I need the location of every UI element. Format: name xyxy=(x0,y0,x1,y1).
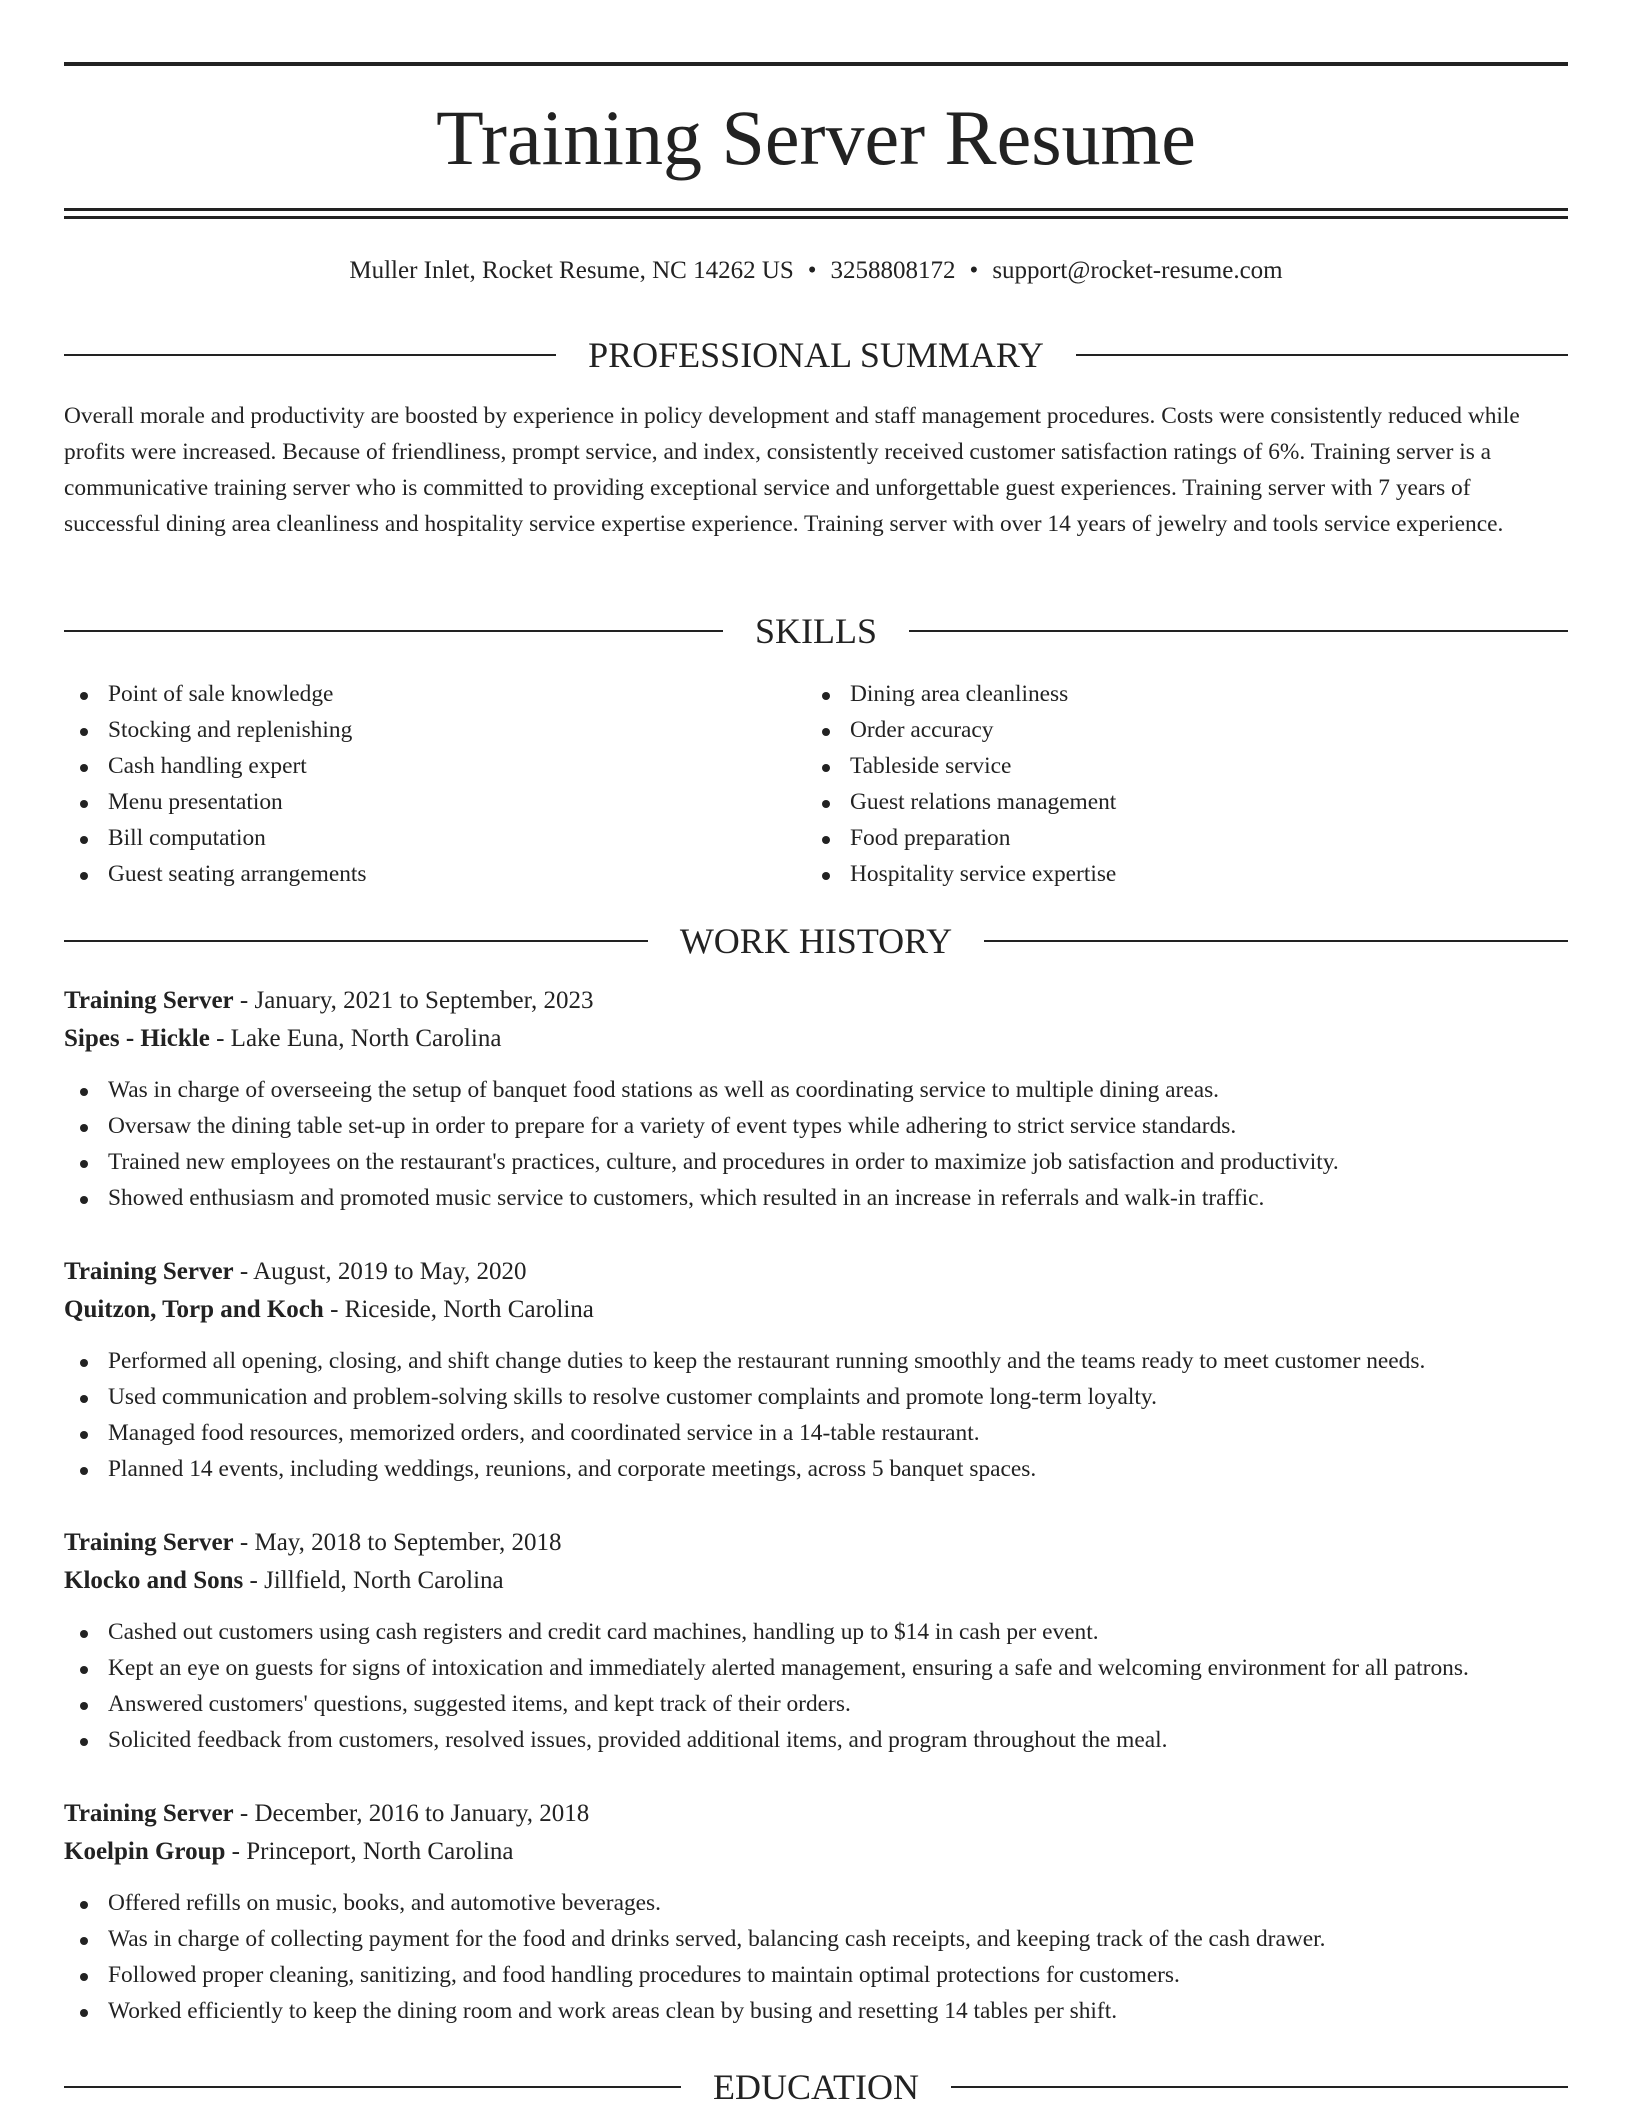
skill-item: Cash handling expert xyxy=(64,748,764,784)
job-company: Quitzon, Torp and Koch xyxy=(64,1296,324,1323)
duty-item: Was in charge of overseeing the setup of banquet food stations as well as coordinating service to multiple dining areas. xyxy=(64,1072,1568,1108)
job-title-line xyxy=(64,982,1568,1020)
skill-item: Food preparation xyxy=(806,820,1506,856)
section-title: SKILLS xyxy=(755,611,878,651)
job-dates: - August, 2019 to May, 2020 xyxy=(233,1258,527,1285)
job-company-line xyxy=(64,1562,1568,1600)
job-location: - Jillfield, North Carolina xyxy=(243,1567,504,1594)
job-title: Training Server xyxy=(64,1529,234,1556)
section-title: WORK HISTORY xyxy=(679,921,953,961)
job-dates: - December, 2016 to January, 2018 xyxy=(233,1800,590,1827)
heading-rule-left xyxy=(64,354,556,356)
heading-rule-left xyxy=(64,630,723,632)
header-top-rule xyxy=(64,62,1568,66)
job-duties-list xyxy=(64,1885,1568,2029)
job-company: Sipes - Hickle xyxy=(64,1025,210,1052)
job-title: Training Server xyxy=(64,1800,234,1827)
duty-item: Followed proper cleaning, sanitizing, and food handling procedures to maintain optimal protections for customers. xyxy=(64,1957,1568,1993)
duty-item: Used communication and problem-solving skills to resolve customer complaints and promote long-term loyalty. xyxy=(64,1379,1568,1415)
job-company-line xyxy=(64,1291,1568,1329)
heading-rule-left xyxy=(64,2086,681,2088)
skills-list-left xyxy=(64,676,764,892)
job-location: - Riceside, North Carolina xyxy=(323,1296,594,1323)
skill-item: Bill computation xyxy=(64,820,764,856)
skill-item: Tableside service xyxy=(806,748,1506,784)
section-heading-summary xyxy=(64,332,1568,378)
job-location: - Princeport, North Carolina xyxy=(225,1838,514,1865)
duty-item: Solicited feedback from customers, resolved issues, provided additional items, and program throughout the meal. xyxy=(64,1722,1568,1758)
job-location: - Lake Euna, North Carolina xyxy=(209,1025,502,1052)
job-company-line xyxy=(64,1833,1568,1871)
contact-separator: • xyxy=(969,257,979,284)
job-title: Training Server xyxy=(64,987,234,1014)
professional-summary-text: Overall morale and productivity are boosted by experience in policy development and staff management procedures. Costs were consistently reduced while profits were increased. Because of friendliness, prompt service, and index, consistently received customer satisfaction ratings of 6%. Training server is a communicative training server who is committed to providing exceptional service and unforgettable guest experiences. Training server with 7 years of successful dining area cleanliness and hospitality service expertise experience. Training server with over 14 years of jewelry and tools service experience. xyxy=(64,403,1520,537)
job-dates: - January, 2021 to September, 2023 xyxy=(233,987,594,1014)
job-dates: - May, 2018 to September, 2018 xyxy=(233,1529,562,1556)
skill-item: Dining area cleanliness xyxy=(806,676,1506,712)
heading-rule-right xyxy=(984,940,1568,942)
job-company: Koelpin Group xyxy=(64,1838,226,1865)
job-duties-list xyxy=(64,1072,1568,1216)
job-entry xyxy=(64,1253,1568,1487)
duty-item: Answered customers' questions, suggested items, and kept track of their orders. xyxy=(64,1686,1568,1722)
header-double-rule-lower xyxy=(64,216,1568,219)
duty-item: Trained new employees on the restaurant's practices, culture, and procedures in order to maximize job satisfaction and productivity. xyxy=(64,1144,1568,1180)
skill-item: Menu presentation xyxy=(64,784,764,820)
job-title-line xyxy=(64,1524,1568,1562)
heading-rule-right xyxy=(909,630,1568,632)
section-heading-education xyxy=(64,2064,1568,2110)
job-title-line xyxy=(64,1253,1568,1291)
job-company: Klocko and Sons xyxy=(64,1567,244,1594)
skill-item: Guest relations management xyxy=(806,784,1506,820)
duty-item: Was in charge of collecting payment for the food and drinks served, balancing cash receipts, and keeping track of the cash drawer. xyxy=(64,1921,1568,1957)
duty-item: Worked efficiently to keep the dining room and work areas clean by busing and resetting 14 tables per shift. xyxy=(64,1993,1568,2029)
section-heading-skills xyxy=(64,608,1568,654)
duty-item: Kept an eye on guests for signs of intoxication and immediately alerted management, ensuring a safe and welcoming environment for all patrons. xyxy=(64,1650,1568,1686)
heading-rule-right xyxy=(1076,354,1568,356)
duty-item: Performed all opening, closing, and shift change duties to keep the restaurant running smoothly and the teams ready to meet customer needs. xyxy=(64,1343,1568,1379)
skills-list-right xyxy=(806,676,1506,892)
skill-item: Guest seating arrangements xyxy=(64,856,764,892)
skill-item: Point of sale knowledge xyxy=(64,676,764,712)
job-entry xyxy=(64,1795,1568,2029)
contact-email[interactable]: support@rocket-resume.com xyxy=(992,257,1283,284)
section-title: PROFESSIONAL SUMMARY xyxy=(588,335,1044,375)
resume-title: Training Server Resume xyxy=(436,94,1196,181)
contact-separator: • xyxy=(807,257,817,284)
job-company-line xyxy=(64,1020,1568,1058)
header-double-rule-upper xyxy=(64,208,1568,211)
skill-item: Order accuracy xyxy=(806,712,1506,748)
section-heading-work-history xyxy=(64,918,1568,964)
heading-rule-right xyxy=(951,2086,1568,2088)
duty-item: Oversaw the dining table set-up in order to prepare for a variety of event types while adhering to strict service standards. xyxy=(64,1108,1568,1144)
contact-address: Muller Inlet, Rocket Resume, NC 14262 US xyxy=(349,257,794,284)
duty-item: Cashed out customers using cash registers and credit card machines, handling up to $14 in cash per event. xyxy=(64,1614,1568,1650)
duty-item: Planned 14 events, including weddings, reunions, and corporate meetings, across 5 banquet spaces. xyxy=(64,1451,1568,1487)
job-entry xyxy=(64,982,1568,1216)
job-duties-list xyxy=(64,1614,1568,1758)
duty-item: Offered refills on music, books, and automotive beverages. xyxy=(64,1885,1568,1921)
contact-line xyxy=(64,254,1568,288)
job-duties-list xyxy=(64,1343,1568,1487)
contact-phone[interactable]: 3258808172 xyxy=(830,257,956,284)
job-entry xyxy=(64,1524,1568,1758)
skill-item: Stocking and replenishing xyxy=(64,712,764,748)
job-title-line xyxy=(64,1795,1568,1833)
heading-rule-left xyxy=(64,940,648,942)
duty-item: Showed enthusiasm and promoted music service to customers, which resulted in an increase in referrals and walk-in traffic. xyxy=(64,1180,1568,1216)
duty-item: Managed food resources, memorized orders, and coordinated service in a 14-table restaurant. xyxy=(64,1415,1568,1451)
section-title: EDUCATION xyxy=(713,2067,919,2107)
skill-item: Hospitality service expertise xyxy=(806,856,1506,892)
job-title: Training Server xyxy=(64,1258,234,1285)
